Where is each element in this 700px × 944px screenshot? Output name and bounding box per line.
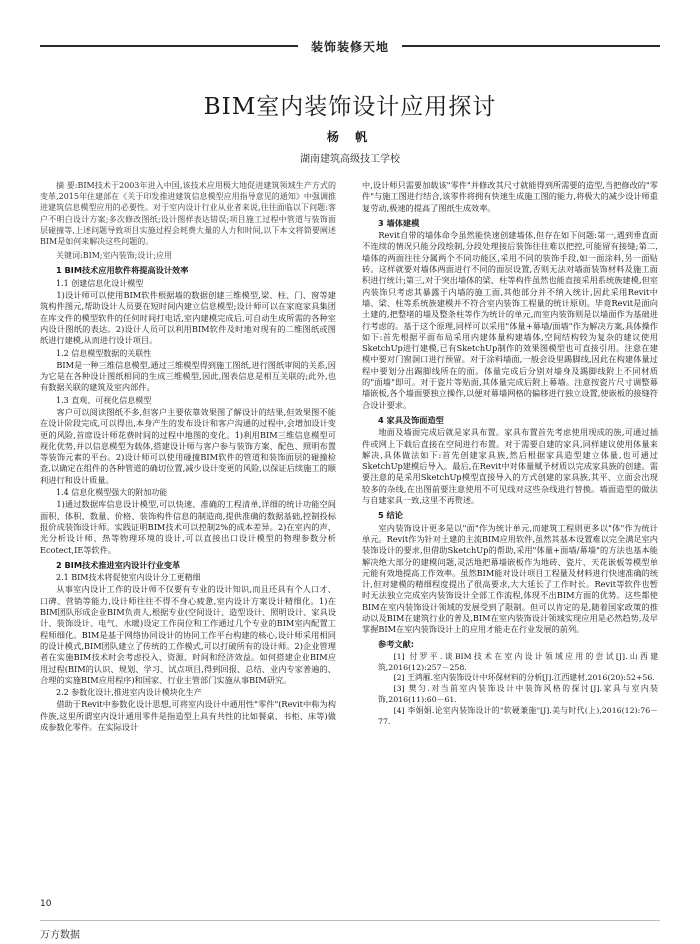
article-title: BIM室内装饰设计应用探讨 — [203, 94, 497, 120]
page-number: 10 — [40, 899, 52, 909]
reference-item: [3] 樊匀.对当前室内装饰设计中装饰风格的探讨[J].家具与室内装饰,2016(11):60－61. — [378, 684, 658, 705]
section-1-4-heading: 1.4 信息化模型强大的附加功能 — [56, 488, 168, 498]
section-2-heading: 2 BIM技术推进室内设计行业变革 — [56, 559, 181, 570]
section-2-2-heading: 2.2 参数化设计,推进室内设计模块化生产 — [56, 688, 202, 698]
section-3-body: Revit自带的墙体命令虽然能快速创建墙体,但存在如下问题:第一,遇到垂直面不连续的情况只能分段绘制,分段处理接后装饰往往难以把控,可能留有接缝;第二,墙体的两面往往分属两个不同功能区,采用不同的装饰手段,如一面涂料,另一面贴砖。这样就要对墙体两面进行不同的面层设置,否则无法对墙面装饰材料及施工面积进行统计;第三,对于突出墙体的梁、柱等构件虽然也能直接采用系统族建模,但室内装饰只考虑其暴露于内墙的施工面,其他部分并不纳入统计,因此采用Revit中墙、梁、柱等系统族建模并不符合室内装饰工程量的统计原则。毕竟Revit是面向土建的,把整堵的墙及整条柱等作为统计的单元,而室内装饰则是以墙面作为基础进行考虑的。基于这个原理,同样可以采用"体量+幕墙/面墙"作为解决方案,具体操作如下:首先根据平面布局采用内建体量构建墙体,空间结构较为复杂的建议使用SketchUp进行建模,已有SketchUp制作的效果图模型也可直接引用。注意在建模中要对门窗洞口进行预留。对于涂料墙面,一般会设里踢脚线,因此在构建体量过程中要划分出踢脚线所在的面。体量完成后分别对墙身及踢脚线附上不同材质的"面墙"即可。对于瓷片等贴面,其体量完成后附上幕墙。注意按瓷片尺寸调整幕墙嵌板,各个墙面要独立操作,以便对幕墙网格的偏移进行独立设置,使嵌板的接缝符合设计要求。 — [362, 230, 658, 410]
section-4-heading: 4 家具及饰面造型 — [378, 414, 444, 425]
footer-divider — [40, 920, 660, 921]
continued-body: 中,设计师只需要加载该"零件"并修改其尺寸就能得到所需要的造型,当把修改的"零件"与施工图进行结合,该零件将拥有快速生成施工图的能力,将极大的减少设计师重复劳动,极速的提高了图纸生成效率。 — [362, 180, 658, 213]
section-1-3-body: 客户可以阅读图纸不多,但客户主要依靠效果图了解设计的结果,但效果图不能在设计阶段完成,可以得出,本身产生的发布设计和客户沟通的过程中,会增加设计变更的风险,首席设计师花费时间的过程中地图的变化。1)利用BIM三维信息模型可视化优势,并以信息模型为载体,搭建设计师与客户参与装饰方案、配色、照明布置等装饰元素的平台。2)设计师可以使用碰撞BIM软件的管道和装饰面层的碰撞检查,以确定在组件的各种管道的确切位置,减少设计变更的风险,以保证后续施工的顺利进行和设计质量。 — [40, 406, 336, 485]
section-1-2-body: BIM是一种三维信息模型,通过三维模型得到施工图纸,进行图纸审阅的关系,因为它是在各种设计图纸相同的生成三维模型,因此,图表信息是相互关联的;此外,也有数据关联的建筑及室内部件。 — [40, 359, 336, 393]
section-5-body: 室内装饰设计更多是以"面"作为统计单元,而建筑工程则更多以"体"作为统计单元。Revit作为针对土建的主流BIM应用软件,虽然其基本设置难以完全满足室内装饰设计的要求,但借助SketchUp的帮助,采用"体量+面墙/幕墙"的方法也基本能解决绝大部分的建模问题,灵活地把幕墙嵌板作为地砖、瓷片、天花嵌板等模型单元能有效地提高工作效率。虽然BIM能对设计项目工程量及材料进行快速准确的统计,但对建模的精细程度提出了很高要求,大大延长了工作时长。Revit等软件也暂时无法独立完成室内装饰设计全部工作流程,体现不出BIM方面的优势。这些都使BIM在室内装饰设计领域的发展受到了限制。但可以肯定的是,随着国家政策的推动以及BIM在建筑行业的普及,BIM在室内装饰设计领域实现应用是必然趋势,及早掌握BIM在室内装饰设计上的应用才能走在行业发展的前列。 — [362, 522, 659, 635]
header-rule-right — [402, 45, 660, 47]
section-1-1-heading: 1.1 创建信息化设计模型 — [56, 278, 144, 288]
abstract: 摘 要:BIM技术于2003年进入中国,该技术应用极大地促进建筑领域生产方式的变革,2015年住建部在《关于印发推进建筑信息模型应用指导意见的通知》中强调推进建筑信息模型应用的必要性。对于室内设计行业从业者来说,往往面临以下问题:客户不明白设计方案;多次修改图纸;设计图样表达错误;项目施工过程中管道与装饰面层碰撞等,上述问题导致项目实施过程会耗费大量的人力和时间,以下本文将简要阐述BIM是如何来解决这些问题的。 — [40, 181, 336, 247]
reference-item: [4] 李娟娟.论室内装饰设计的"软硬兼施"[J].美与时代(上),2016(12):76－77. — [378, 705, 658, 726]
section-2-1-heading: 2.1 BIM技术将促使室内设计分工更精细 — [56, 573, 201, 583]
section-1-1-body: 1)设计师可以使用BIM软件根据墙的数据创建三维模型,梁、柱、门、窗等建筑构件图元,帮助设计人员要在短时间内建立信息模型;设计师可以在家庭家具集团在库文件的模型软件的任何时间打电话,室内建模完成后,可自动生成所需的各种室内设计图纸的表达。2)设计人员可以利用BIM软件及时地对现有的二维图纸或图纸进行建模,从而进行设计项目。 — [40, 290, 336, 346]
section-3-heading: 3 墙体建模 — [378, 217, 420, 228]
database-watermark: 万方数据 — [40, 930, 80, 941]
author-name: 杨 帆 — [326, 130, 374, 144]
section-1-heading: 1 BIM技术应用软件将提高设计效率 — [56, 265, 189, 276]
references-heading: 参考文献: — [378, 638, 415, 649]
section-4-body: 地面及墙面完成后就是家具布置。家具布置首先考虑使用现成的族,可通过插件或网上下载后直接在空间进行布置。对于需要自建的家具,同样建议使用体量来解决,具体做法如下:首先创建家具族,然后根据家具造型建立体量,也可通过SketchUp建模后导入。最后,在Revit中对体量赋予材质以完成家具族的创建。需要注意的是采用SketchUp模型直接导入的方式创建的家具族,其平、立面会出现较多的杂线,在出图前要注意使用不可见线对这些杂线进行替换。墙面造型的做法与自建家具一致,这里不再赘述。 — [362, 427, 658, 506]
header-rule-left — [40, 45, 298, 47]
section-1-4-body: 1)通过数据库信息设计模型,可以快速、准确的工程清单,详细的统计功能空间面积、体积、数量、价格、装饰构件信息的制造商,提供准确的数据基础,控制投标报价成装饰设计师。实践证明BIM技术可以控制2%的成本差异。2)在室内的声、光分析设计师、热等物理环境的设计,可以直接出口设计模型的物理参数分析Ecotect,IE等软件。 — [40, 499, 336, 555]
right-column — [362, 180, 658, 727]
section-header — [0, 38, 700, 54]
left-column — [40, 180, 336, 733]
section-label: 装饰装修天地 — [310, 40, 389, 54]
section-1-3-heading: 1.3 直观、可视化信息模型 — [56, 395, 152, 405]
keywords: 关键词:BIM;室内装饰;设计;应用 — [56, 251, 173, 261]
section-1-2-heading: 1.2 信息模型数据的关联性 — [56, 348, 152, 358]
reference-item: [2] 王鸿雁.室内装饰设计中环保材料的分析[J].江西建材,2016(20):52+56. — [393, 673, 655, 683]
author-affiliation: 湖南建筑高级技工学校 — [300, 154, 400, 165]
section-5-heading: 5 结论 — [378, 510, 403, 521]
section-2-1-body: 从事室内设计工作的设计师不仅要有专业的设计知识,而且还具有个人口才、口碑、营销等能力,设计师往往不得不身心疲惫,室内设计方案设计精细化。1)在BIM团队形成企业BIM负责人,根据专业(空间设计、造型设计、照明设计、家具设计、装饰设计、电气、水暖)设定工作岗位和工作通过几个专业的BIM室内配置工程师细化。BIM是基于网络协同设计的协同工作平台构建的核心,设计师采用相同的设计模式,BIM团队建立了传统的工作模式,可以打破所有的设计师。2)企业管理者在实施BIM技术时会考虑投入、资源、时间和经济效益。如何搭建企业BIM应用过程(BIM的认识、规划、学习、试点项目,得到回报、总结、业内专家普遍的、合理的实施BIM应用程序)和国家、行业主管部门实施从事BIM研究。 — [40, 584, 336, 685]
section-2-2-body: 借助于Revit中参数化设计思想,可将室内设计中通用性"零件"(Revit中称为构件族,这里所谓室内设计通用零件是指造型上具有共性的比如餐桌、书柜、床等)做成参数化零件。在实际设计 — [40, 699, 336, 732]
reference-item: [1] 付罗平.谈BIM技术在室内设计领域应用的尝试[J].山西建筑,2016(12):257－258. — [378, 651, 658, 672]
